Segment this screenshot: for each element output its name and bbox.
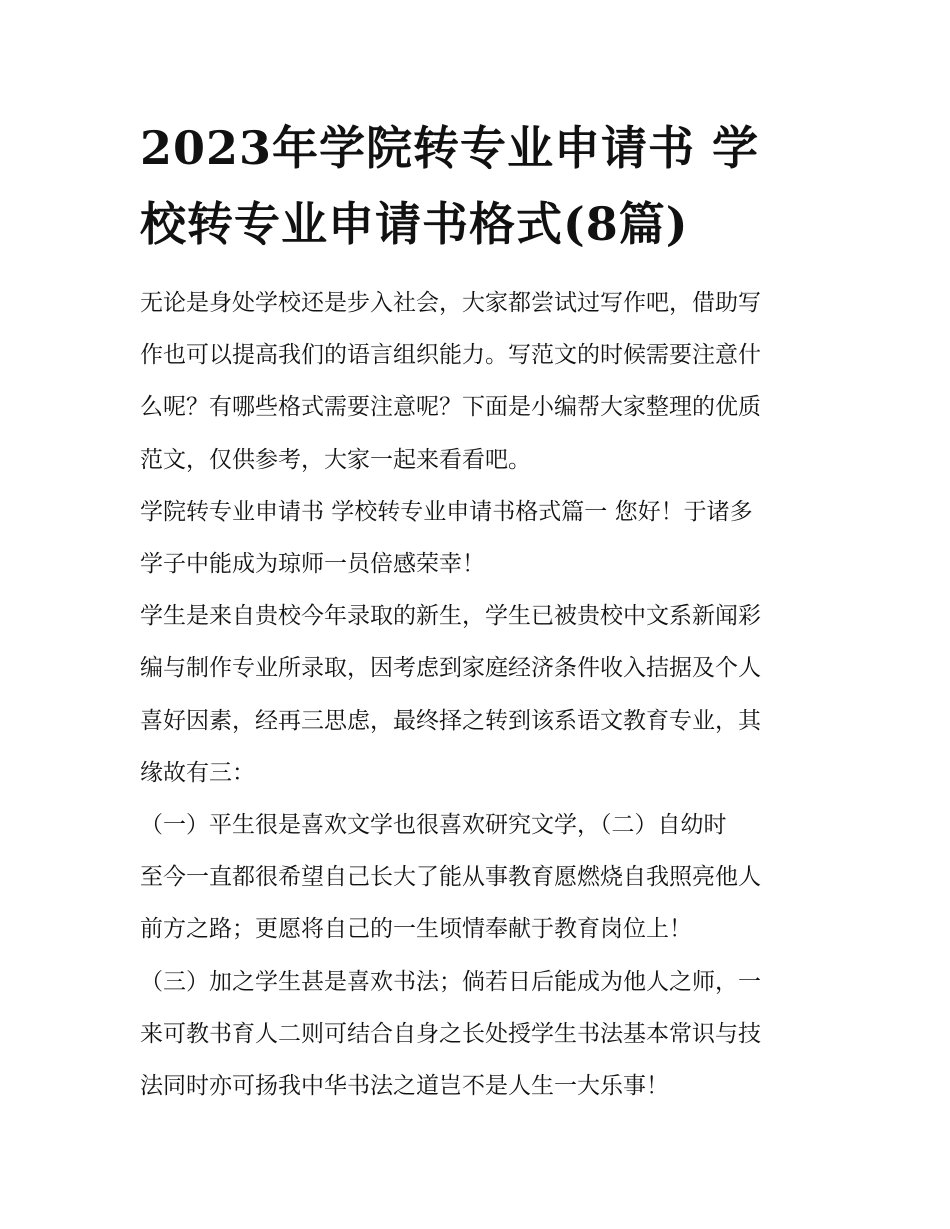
text-line: 喜好因素，经再三思虑，最终择之转到该系语文教育专业，其: [140, 707, 761, 734]
paragraph-background: [140, 590, 812, 799]
text-line: 至今一直都很希望自己长大了能从事教育愿燃烧自我照亮他人: [140, 864, 761, 891]
text-line: 无论是身处学校还是步入社会，大家都尝试过写作吧，借助写: [140, 290, 761, 316]
text-line: 范文，仅供参考，大家一起来看看吧。: [140, 446, 531, 473]
text-line: 编与制作专业所录取，因考虑到家庭经济条件收入拮据及个人: [140, 655, 761, 682]
text-line: 前方之路；更愿将自己的一生顷情奉献于教育岗位上！: [140, 916, 692, 943]
paragraph-reason-three: [140, 956, 812, 1113]
text-line: 学子中能成为琼师一员倍感荣幸！: [140, 551, 485, 578]
text-line: （一）平生很是喜欢文学也很喜欢研究文学，（二）自幼时: [140, 812, 727, 839]
paragraph-greeting: [140, 486, 812, 590]
text-line: 学生是来自贵校今年录取的新生，学生已被贵校中文系新闻彩: [140, 603, 761, 630]
text-line: （三）加之学生甚是喜欢书法；倘若日后能成为他人之师，一: [140, 968, 761, 995]
text-line: 来可教书育人二则可结合自身之长处授学生书法基本常识与技: [140, 1020, 761, 1047]
document-title: [140, 110, 820, 262]
paragraph-intro: [140, 277, 812, 486]
title-line: 2023年学院转专业申请书 学: [140, 121, 760, 175]
title-line: 校转专业申请书格式(8篇): [140, 197, 689, 251]
text-line: 缘故有三：: [140, 759, 255, 786]
paragraph-reasons-one-two: [140, 799, 812, 956]
text-line: 法同时亦可扬我中华书法之道岂不是人生一大乐事！: [140, 1073, 669, 1100]
text-line: 学院转专业申请书 学校转专业申请书格式篇一 您好！于诸多: [140, 498, 753, 525]
document-body: [140, 277, 812, 1112]
text-line: 作也可以提高我们的语言组织能力。写范文的时候需要注意什: [140, 342, 761, 369]
text-line: 么呢？有哪些格式需要注意呢？下面是小编帮大家整理的优质: [140, 394, 761, 421]
